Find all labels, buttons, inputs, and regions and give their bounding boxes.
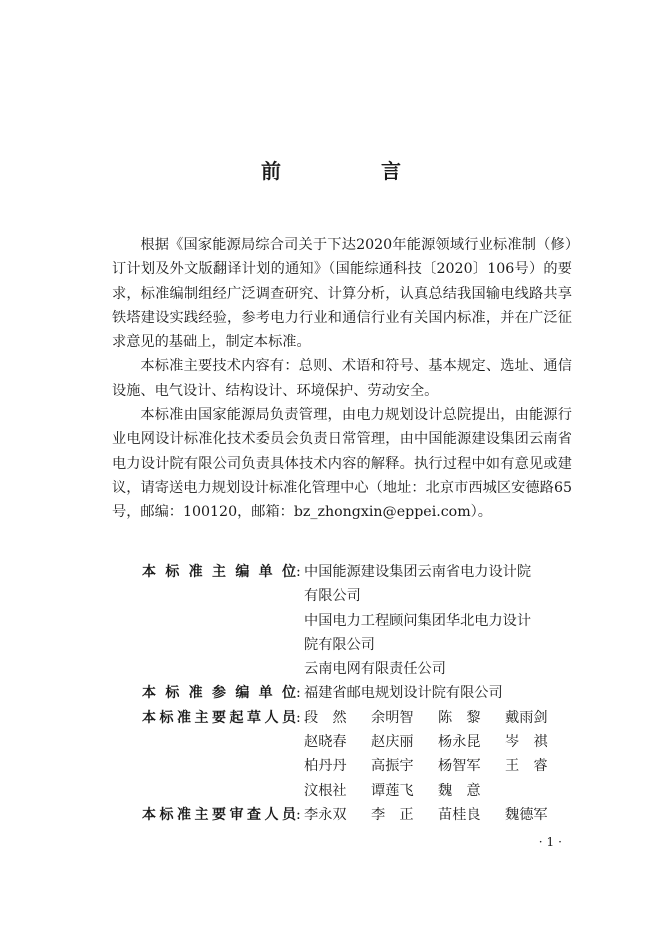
people-row <box>304 754 578 778</box>
credits-section <box>142 560 578 827</box>
people-row <box>304 803 578 827</box>
person-name: 汶根社 <box>304 782 347 799</box>
people-row <box>304 779 578 803</box>
unit-line: 中国电力工程顾问集团华北电力设计 <box>304 612 532 629</box>
credit-role-co-editor: 本标准参编单位 <box>142 685 296 702</box>
person-name: 谭莲飞 <box>371 782 414 799</box>
person-name: 王 睿 <box>505 758 548 775</box>
person-name: 岑 祺 <box>505 734 548 751</box>
credit-colon: : <box>296 806 301 823</box>
person-name: 余明智 <box>371 709 414 726</box>
page-number: ·1· <box>538 835 566 849</box>
unit-line: 福建省邮电规划设计院有限公司 <box>304 685 503 702</box>
drafter-names <box>304 706 578 803</box>
person-name: 杨永昆 <box>438 734 481 751</box>
people-row <box>304 706 578 730</box>
people-row <box>304 730 578 754</box>
co-editor-units <box>304 681 578 705</box>
person-name: 杨智军 <box>438 758 481 775</box>
credit-role-reviewers: 本标准主要审查人员 <box>142 806 296 823</box>
person-name: 高振宇 <box>371 758 414 775</box>
person-name: 段 然 <box>304 709 347 726</box>
unit-line: 云南电网有限责任公司 <box>304 661 446 678</box>
foreword-body <box>112 233 572 525</box>
person-name: 戴雨剑 <box>505 709 548 726</box>
person-name: 柏丹丹 <box>304 758 347 775</box>
person-name: 苗桂良 <box>438 806 481 823</box>
credit-chief-editor <box>142 560 578 681</box>
chief-editor-units <box>304 560 578 681</box>
credit-co-editor <box>142 681 578 705</box>
person-name: 陈 黎 <box>438 709 481 726</box>
paragraph-contents: 本标准主要技术内容有：总则、术语和符号、基本规定、选址、通信设施、电气设计、结构设计、环境保护、劳动安全。 <box>112 358 572 399</box>
unit-line: 中国能源建设集团云南省电力设计院 <box>304 564 532 580</box>
credit-reviewers <box>142 803 578 827</box>
reviewer-names <box>304 803 578 827</box>
credit-role-chief-editor: 本标准主编单位 <box>142 564 296 580</box>
person-name: 李 正 <box>371 806 414 823</box>
person-name: 魏 意 <box>438 782 481 799</box>
unit-line: 有限公司 <box>304 588 361 605</box>
credit-drafters <box>142 706 578 803</box>
person-name: 赵晓春 <box>304 734 347 751</box>
page-title: 前 言 <box>261 159 441 183</box>
credit-colon: : <box>296 685 301 702</box>
credit-role-drafters: 本标准主要起草人员 <box>142 709 296 726</box>
person-name: 赵庆丽 <box>371 734 414 751</box>
unit-line: 院有限公司 <box>304 636 375 653</box>
paragraph-basis: 根据《国家能源局综合司关于下达2020年能源领域行业标准制（修）订计划及外文版翻译计划的通知》（国能综通科技〔2020〕106号）的要求，标准编制组经广泛调查研究、计算分析，认真总结我国输电线路共享铁塔建设实践经验，参考电力行业和通信行业有关国内标准，并在广泛征求意见的基础上，制定本标准。 <box>112 237 572 351</box>
person-name: 魏德军 <box>505 806 548 823</box>
person-name: 李永双 <box>304 806 347 823</box>
credit-colon: : <box>296 709 301 726</box>
paragraph-management: 本标准由国家能源局负责管理，由电力规划设计总院提出，由能源行业电网设计标准化技术委员会负责日常管理，由中国能源建设集团云南省电力设计院有限公司负责具体技术内容的解释。执行过程中如有意见或建议，请寄送电力规划设计标准化管理中心（地址：北京市西城区安德路65号，邮编：100120，邮箱：bz_zhongxin@eppei.com）。 <box>112 407 572 521</box>
credit-colon: : <box>296 564 301 580</box>
